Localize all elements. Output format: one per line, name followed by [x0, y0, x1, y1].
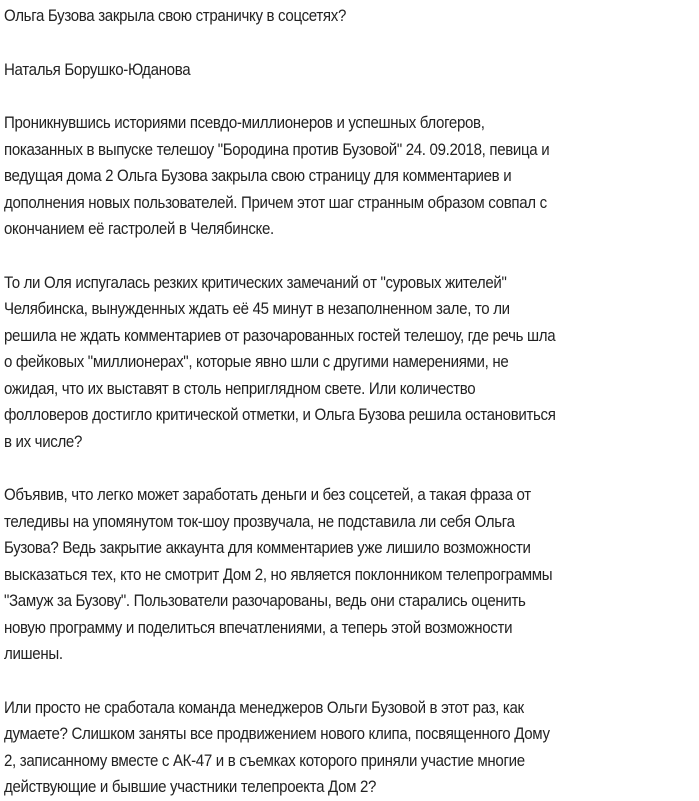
- text-line: о фейковых "миллионерах", которые явно шли с другими намерениями, не: [4, 353, 509, 371]
- text-line: Проникнувшись историями псевдо-миллионеров и успешных блогеров,: [4, 114, 485, 132]
- text-line: действующие и бывшие участники телепроекта Дом 2?: [4, 778, 377, 796]
- text-line: лишены.: [4, 645, 63, 663]
- text-line: высказаться тех, кто не смотрит Дом 2, но является поклонником телепрограммы: [4, 565, 553, 584]
- article-author: Наталья Борушко-Юданова: [4, 60, 191, 79]
- paragraph-2: [4, 270, 692, 456]
- text-line: окончанием её гастролей в Челябинске.: [4, 220, 274, 238]
- text-line: Челябинска, вынужденных ждать её 45 минут в незаполненном зале, то ли: [4, 300, 510, 318]
- paragraph-1: [4, 110, 692, 243]
- paragraph-4: [4, 695, 692, 801]
- text-line: теледивы на упомянутом ток-шоу прозвучала, не подставила ли себя Ольга: [4, 512, 515, 531]
- text-line: ведущая дома 2 Ольга Бузова закрыла свою страницу для комментариев и: [4, 167, 512, 185]
- text-line: 2, записанному вместе с АК-47 и в съемках которого приняли участие многие: [4, 751, 525, 770]
- paragraph-3: [4, 482, 692, 668]
- text-line: новую программу и поделиться впечатлениями, а теперь этой возможности: [4, 618, 513, 637]
- text-line: Или просто не сработала команда менеджеров Ольги Бузовой в этот раз, как: [4, 698, 524, 717]
- text-line: дополнения новых пользователей. Причем этот шаг странным образом совпал с: [4, 193, 547, 212]
- article-title: Ольга Бузова закрыла свою страничку в соцсетях?: [4, 7, 346, 25]
- text-line: "Замуж за Бузову". Пользователи разочарованы, ведь они старались оценить: [4, 592, 526, 610]
- text-line: Объявив, что легко может заработать деньги и без соцсетей, а такая фраза от: [4, 486, 531, 504]
- text-line: То ли Оля испугалась резких критических замечаний от "суровых жителей": [4, 273, 507, 292]
- text-line: решила не ждать комментариев от разочарованных гостей телешоу, где речь шла: [4, 326, 556, 345]
- text-line: в их числе?: [4, 432, 83, 451]
- text-line: думаете? Слишком заняты все продвижением нового клипа, посвященного Дому: [4, 725, 550, 743]
- text-line: показанных в выпуске телешоу "Бородина против Бузовой" 24. 09.2018, певица и: [4, 140, 550, 159]
- text-line: Бузова? Ведь закрытие аккаунта для комментариев уже лишило возможности: [4, 539, 531, 557]
- text-line: ожидая, что их выставят в столь неприглядном свете. Или количество: [4, 379, 476, 398]
- text-line: фолловеров достигло критической отметки, и Ольга Бузова решила остановиться: [4, 406, 556, 424]
